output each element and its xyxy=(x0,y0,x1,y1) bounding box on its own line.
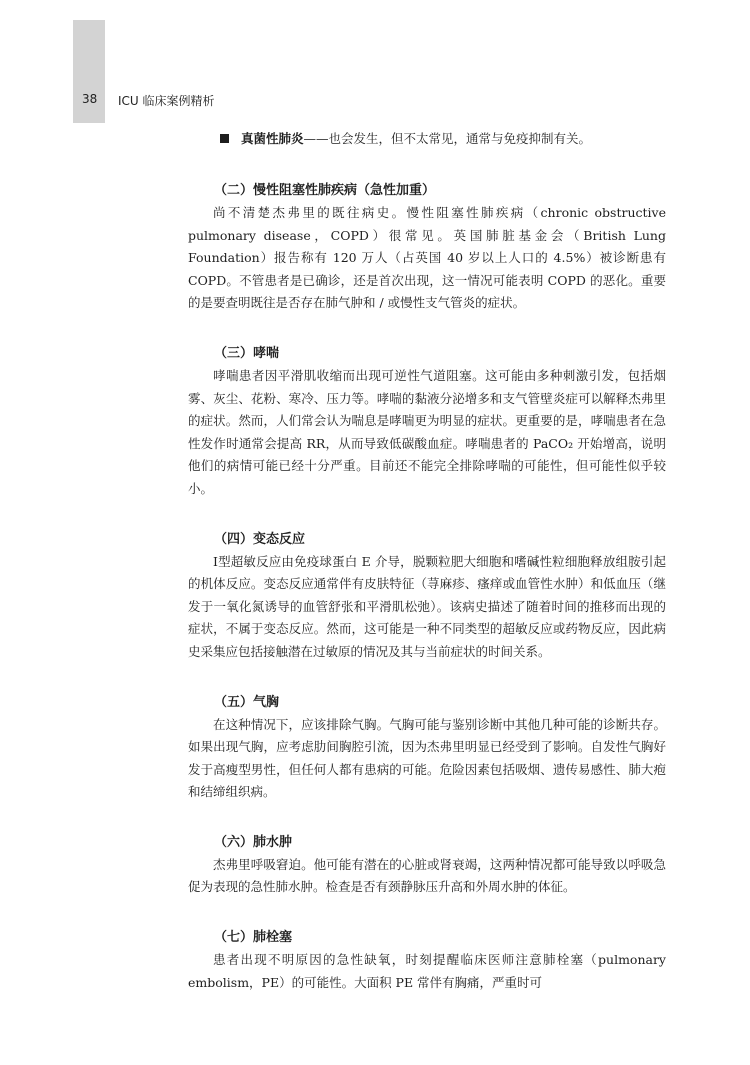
page-body xyxy=(188,128,666,994)
section-heading: （七）肺栓塞 xyxy=(214,930,293,946)
section-heading: （五）气胸 xyxy=(214,694,280,710)
section-asthma xyxy=(188,343,666,501)
page-number: 38 xyxy=(82,92,98,106)
section-paragraph: 在这种情况下，应该排除气胸。气胸可能与鉴别诊断中其他几种可能的诊断共存。如果出现气胸，应考虑肋间胸腔引流，因为杰弗里明显已经受到了影响。自发性气胸好发于高瘦型男性，但任何人都有患病的可能。危险因素包括吸烟、遗传易感性、肺大疱和结缔组织病。 xyxy=(188,716,666,800)
section-paragraph: 哮喘患者因平滑肌收缩而出现可逆性气道阻塞。这可能由多种刺激引发，包括烟雾、灰尘、花粉、寒冷、压力等。哮喘的黏液分泌增多和支气管壁炎症可以解释杰弗里的症状。然而，人们常会认为喘息是哮喘更为明显的症状。更重要的是，哮喘患者在急性发作时通常会提高 RR，从而导致低碳酸血症。哮喘患者的 PaCO₂ 开始增高，说明他们的病情可能已经十分严重。目前还不能完全排除哮喘的可能性，但可能性似乎较小。 xyxy=(188,367,666,496)
section-pulmonary-embolism xyxy=(188,927,666,994)
section-paragraph: 患者出现不明原因的急性缺氧，时刻提醒临床医师注意肺栓塞（pulmonary embolism，PE）的可能性。大面积 PE 常伴有胸痛，严重时可 xyxy=(188,952,666,990)
section-heading: （三）哮喘 xyxy=(214,345,280,361)
chapter-tab xyxy=(73,20,105,123)
section-heading: （四）变态反应 xyxy=(214,531,306,547)
running-head: ICU 临床案例精析 xyxy=(118,94,215,108)
bullet-text: ——也会发生，但不太常见，通常与免疫抑制有关。 xyxy=(303,131,592,146)
section-pulmonary-edema xyxy=(188,832,666,899)
section-allergy xyxy=(188,529,666,664)
square-bullet-icon xyxy=(220,134,229,143)
section-copd xyxy=(188,180,666,315)
bullet-term: 真菌性肺炎 xyxy=(241,131,304,146)
bullet-item xyxy=(220,128,666,150)
section-paragraph: Ⅰ型超敏反应由免疫球蛋白 E 介导，脱颗粒肥大细胞和嗜碱性粒细胞释放组胺引起的机体反应。变态反应通常伴有皮肤特征（荨麻疹、瘙痒或血管性水肿）和低血压（继发于一氧化氮诱导的血管舒张和平滑肌松弛）。该病史描述了随着时间的推移而出现的症状，不属于变态反应。然而，这可能是一种不同类型的超敏反应或药物反应，因此病史采集应包括接触潜在过敏原的情况及其与当前症状的时间关系。 xyxy=(188,553,666,659)
section-pneumothorax xyxy=(188,692,666,804)
section-paragraph: 杰弗里呼吸窘迫。他可能有潜在的心脏或肾衰竭，这两种情况都可能导致以呼吸急促为表现的急性肺水肿。检查是否有颈静脉压升高和外周水肿的体征。 xyxy=(188,856,666,895)
section-paragraph: 尚不清楚杰弗里的既往病史。慢性阻塞性肺疾病（chronic obstructive pulmonary disease，COPD）很常见。英国肺脏基金会（British Lung Foundation）报告称有 120 万人（占英国 40 岁以上人口的 4.5%）被诊断患有 COPD。不管患者是已确诊，还是首次出现，这一情况可能表明 COPD 的恶化。重要的是要查明既往是否存在肺气肿和 / 或慢性支气管炎的症状。 xyxy=(188,205,666,311)
section-heading: （六）肺水肿 xyxy=(214,834,293,850)
section-heading: （二）慢性阻塞性肺疾病（急性加重） xyxy=(214,183,436,198)
